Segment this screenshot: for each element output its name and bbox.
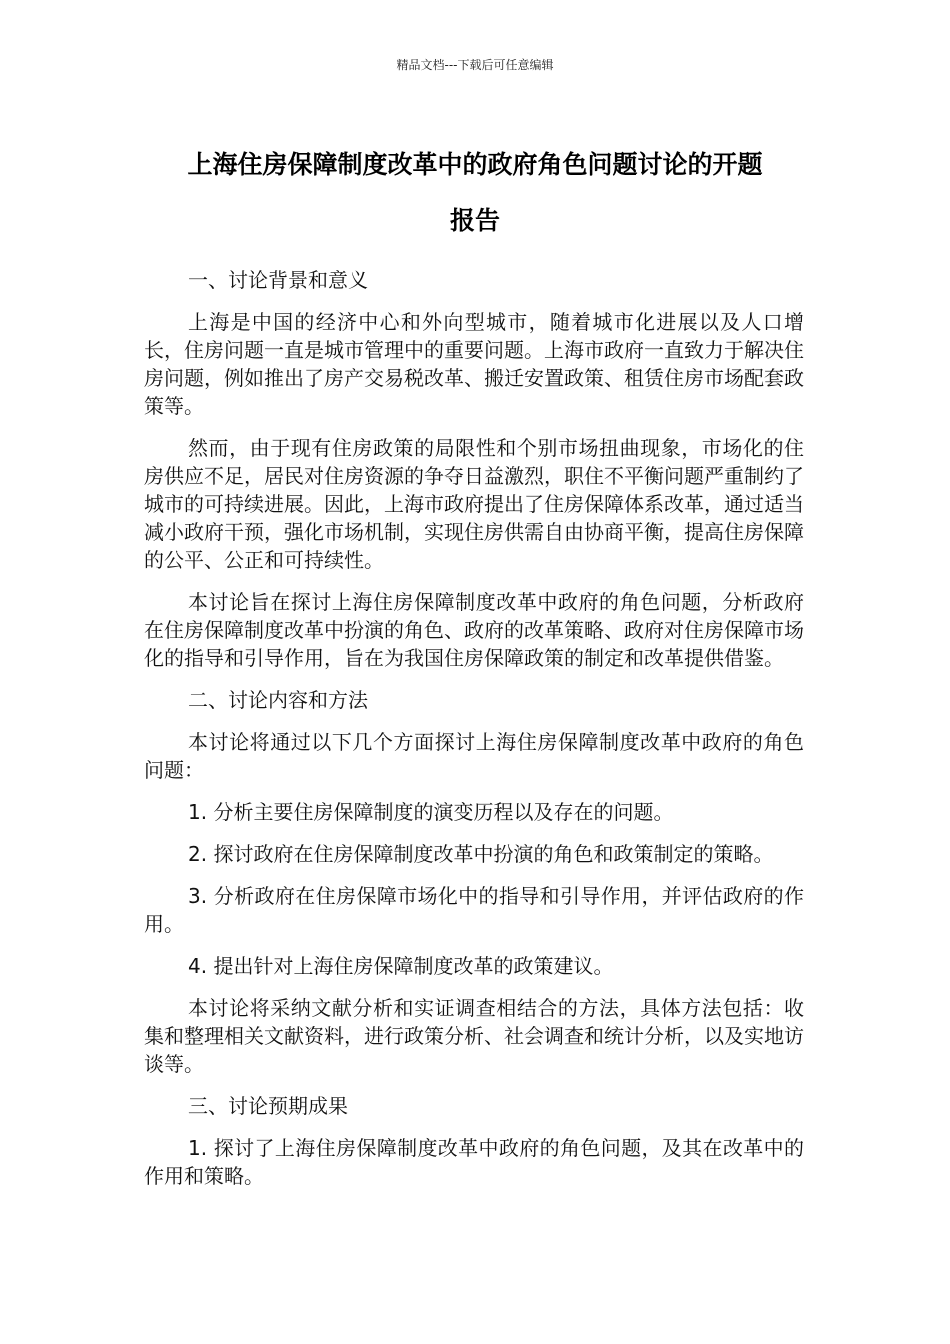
paragraph-background-1: 上海是中国的经济中心和外向型城市，随着城市化进展以及人口增长，住房问题一直是城市管理中的重要问题。上海市政府一直致力于解决住房问题，例如推出了房产交易税改革、搬迁安置政策、租赁住房市场配套政策等。	[144, 310, 804, 418]
document-title	[140, 137, 810, 249]
list-item-content-2: 2. 探讨政府在住房保障制度改革中扮演的角色和政策制定的策略。	[188, 842, 774, 866]
section-heading-outcomes: 三、讨论预期成果	[188, 1094, 348, 1118]
paragraph-background-2: 然而，由于现有住房政策的局限性和个别市场扭曲现象，市场化的住房供应不足，居民对住房资源的争夺日益激烈，职住不平衡问题严重制约了城市的可持续进展。因此，上海市政府提出了住房保障体系改革，通过适当减小政府干预，强化市场机制，实现住房供需自由协商平衡，提高住房保障的公平、公正和可持续性。	[144, 436, 804, 572]
section-heading-background: 一、讨论背景和意义	[188, 268, 368, 292]
list-item-content-4: 4. 提出针对上海住房保障制度改革的政策建议。	[188, 954, 614, 978]
list-item-outcome-1: 1. 探讨了上海住房保障制度改革中政府的角色问题，及其在改革中的作用和策略。	[144, 1136, 804, 1188]
list-item-content-1: 1. 分析主要住房保障制度的演变历程以及存在的问题。	[188, 800, 674, 824]
page-header: 精品文档---下载后可任意编辑	[396, 58, 554, 72]
title-line-1: 上海住房保障制度改革中的政府角色问题讨论的开题	[187, 150, 763, 179]
section-heading-content-method: 二、讨论内容和方法	[188, 688, 368, 712]
paragraph-method: 本讨论将采纳文献分析和实证调查相结合的方法，具体方法包括：收集和整理相关文献资料，进行政策分析、社会调查和统计分析，以及实地访谈等。	[144, 996, 804, 1076]
title-line-2: 报告	[449, 206, 500, 235]
list-item-content-3: 3. 分析政府在住房保障市场化中的指导和引导作用，并评估政府的作用。	[144, 884, 804, 936]
document-body	[144, 266, 804, 1204]
paragraph-content-intro: 本讨论将通过以下几个方面探讨上海住房保障制度改革中政府的角色问题：	[144, 730, 804, 782]
paragraph-background-3: 本讨论旨在探讨上海住房保障制度改革中政府的角色问题，分析政府在住房保障制度改革中扮演的角色、政府的改革策略、政府对住房保障市场化的指导和引导作用，旨在为我国住房保障政策的制定和改革提供借鉴。	[144, 590, 804, 670]
